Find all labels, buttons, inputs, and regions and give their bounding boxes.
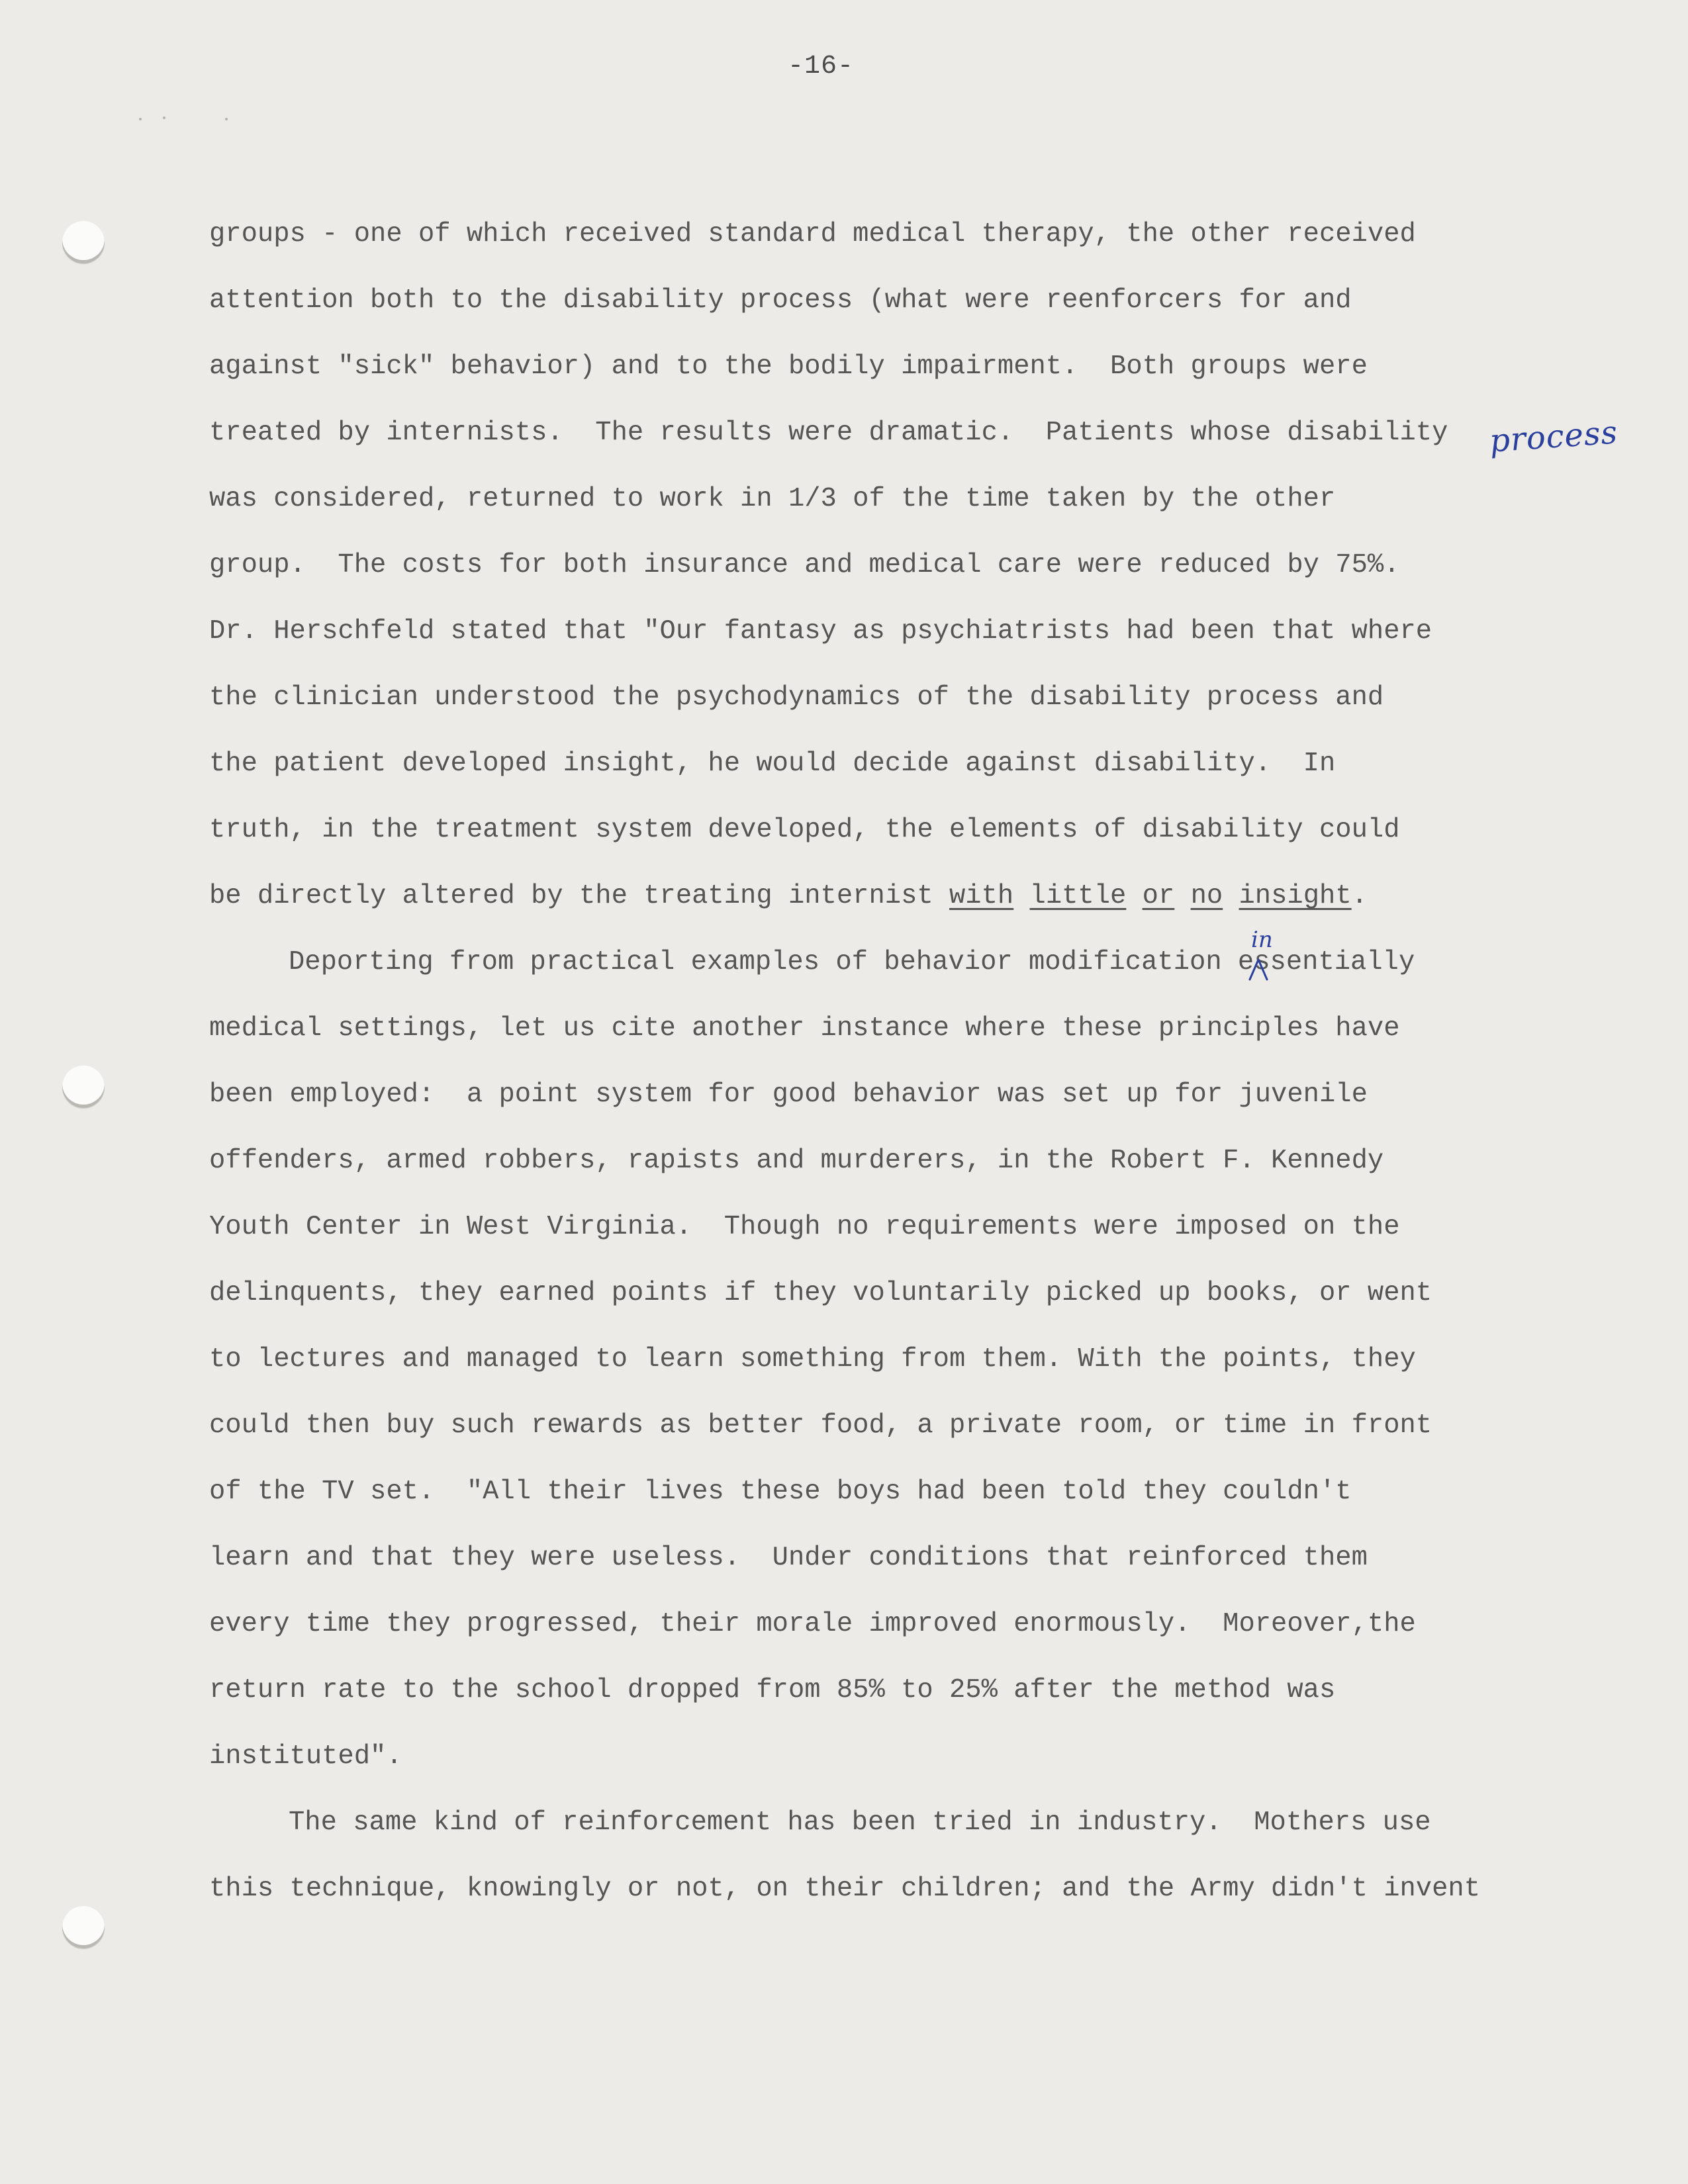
underlined-word: no [1190, 881, 1223, 911]
body-line: been employed: a point system for good behavior was set up for juvenile [209, 1079, 1368, 1110]
body-line: every time they progressed, their morale improved enormously. Moreover,the [209, 1609, 1416, 1639]
handwritten-margin-note: process [1488, 414, 1619, 460]
body-line: Dr. Herschfeld stated that "Our fantasy as psychiatrists had been that where [209, 616, 1432, 647]
body-line: the patient developed insight, he would decide against disability. In [209, 749, 1336, 779]
punch-hole-middle [62, 1066, 105, 1108]
body-line: instituted". [209, 1741, 402, 1772]
paragraph-start-line: Deporting from practical examples of behavior modification essentially [289, 947, 1415, 978]
body-line: the clinician understood the psychodynamics of the disability process and [209, 682, 1384, 713]
punch-hole-bottom [62, 1906, 105, 1948]
paragraph-start-line: The same kind of reinforcement has been tried in industry. Mothers use [289, 1807, 1431, 1838]
handwritten-insertion: in [1251, 927, 1273, 953]
underlined-word: or [1142, 881, 1175, 911]
insertion-caret-icon [1247, 956, 1270, 982]
underlined-word: little [1029, 881, 1127, 911]
line-end-punctuation: . [1351, 881, 1368, 911]
page-number: -16- [787, 52, 854, 81]
underlined-word: insight [1239, 881, 1352, 911]
body-line: learn and that they were useless. Under conditions that reinforced them [209, 1543, 1368, 1573]
body-line-text: be directly altered by the treating internist [209, 881, 949, 911]
body-line: attention both to the disability process (what were reenforcers for and [209, 285, 1352, 316]
body-line: Youth Center in West Virginia. Though no requirements were imposed on the [209, 1212, 1400, 1242]
body-line: was considered, returned to work in 1/3 of the time taken by the other [209, 484, 1336, 514]
body-line: group. The costs for both insurance and medical care were reduced by 75%. [209, 550, 1400, 580]
paper-speck [225, 118, 228, 120]
body-line: treated by internists. The results were dramatic. Patients whose disability [209, 418, 1448, 448]
body-line: could then buy such rewards as better food, a private room, or time in front [209, 1410, 1432, 1441]
body-line: medical settings, let us cite another instance where these principles have [209, 1013, 1400, 1044]
underlined-word: with [949, 881, 1014, 911]
paper-speck [163, 116, 165, 119]
body-line: truth, in the treatment system developed, the elements of disability could [209, 815, 1400, 845]
body-line: groups - one of which received standard medical therapy, the other received [209, 219, 1416, 250]
body-line: delinquents, they earned points if they voluntarily picked up books, or went [209, 1278, 1432, 1308]
body-line: to lectures and managed to learn something from them. With the points, they [209, 1344, 1416, 1375]
body-line: this technique, knowingly or not, on their children; and the Army didn't invent [209, 1874, 1481, 1904]
body-line: against "sick" behavior) and to the bodily impairment. Both groups were [209, 351, 1368, 382]
body-line: of the TV set. "All their lives these boys had been told they couldn't [209, 1477, 1352, 1507]
body-line: return rate to the school dropped from 85% to 25% after the method was [209, 1675, 1336, 1706]
paper-speck [139, 118, 142, 120]
body-line-with-underlines [209, 883, 1368, 910]
punch-hole-top [62, 221, 105, 263]
body-line: offenders, armed robbers, rapists and murderers, in the Robert F. Kennedy [209, 1146, 1384, 1176]
